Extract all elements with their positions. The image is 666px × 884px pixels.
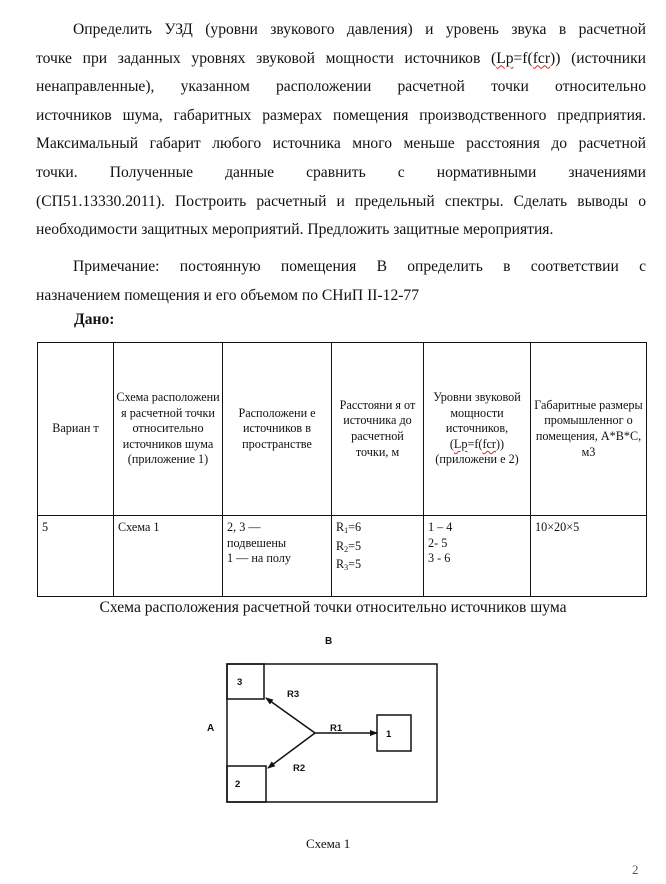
spellcheck-lp: Lp xyxy=(496,49,514,67)
header-placement: Расположени е источников в пространстве xyxy=(223,343,332,516)
table-row xyxy=(38,516,647,597)
cell-power-levels: 1 – 4 2- 5 3 - 6 xyxy=(424,516,531,597)
note-paragraph: Примечание: постоянную помещения В определить в соответствии с назначением помещения и его объемом по СНиП II-12-77 xyxy=(36,258,646,304)
header-variant: Вариан т xyxy=(38,343,114,516)
table-header-row xyxy=(38,343,647,516)
task-paragraph: Определить УЗД (уровни звукового давления) и уровень звука в расчетной точке при заданных уровнях звуковой мощности источников (Lp=f(fcr)) (источники ненаправленные), указанном расположении расчетной точки относительно источников шума, габаритных размерах помещения производственного предприятия. Максимальный габарит любого источника много меньше расстояния до расчетной точки. Полученные данные сравнить с нормативными значениями (СП51.13330.2011). Построить расчетный и предельный спектры. Сделать выводы о необходимости защитных мероприятий. Предложить защитные мероприятия. xyxy=(36,21,647,239)
cell-distances: $R_1=6$ $R_2=5$ $R_3=5$ xyxy=(332,516,424,597)
r2-arrow xyxy=(268,733,315,768)
source-1-box xyxy=(377,715,411,751)
side-a-label: A xyxy=(207,723,215,734)
given-label: Дано: xyxy=(74,311,115,328)
cell-placement: 2, 3 — подвешены 1 — на полу xyxy=(223,516,332,597)
header-scheme: Схема расположени я расчетной точки относительно источников шума (приложение 1) xyxy=(114,343,223,516)
header-dimensions: Габаритные размеры промышленног о помещения, А*В*С, м3 xyxy=(531,343,647,516)
spellcheck-fcr: fcr xyxy=(532,49,551,67)
r2-label: R2 xyxy=(293,763,306,774)
source-3-box xyxy=(227,664,264,699)
r3-label: R3 xyxy=(287,689,300,700)
cell-dimensions: 10×20×5 xyxy=(531,516,647,597)
side-b-label: B xyxy=(325,636,333,647)
task-line-1: Определить УЗД (уровни звукового давления) и уровень звука в расчетной xyxy=(73,21,646,38)
figure-title: Схема расположения расчетной точки относительно источников шума xyxy=(99,599,567,616)
header-power-levels: Уровни звуковой мощности источников, (Lp=f(fcr)) (приложени е 2) xyxy=(424,343,531,516)
r3-arrow xyxy=(266,698,315,733)
source-2-label: 2 xyxy=(235,779,241,790)
noise-source-diagram xyxy=(190,625,480,815)
source-3-label: 3 xyxy=(237,677,243,688)
page-number: 2 xyxy=(632,862,639,877)
figure-caption: Схема 1 xyxy=(306,836,351,851)
header-distance: Расстояни я от источника до расчетной точки, м xyxy=(332,343,424,516)
cell-scheme: Схема 1 xyxy=(114,516,223,597)
source-2-box xyxy=(227,766,266,802)
cell-variant: 5 xyxy=(38,516,114,597)
variant-table xyxy=(37,342,647,597)
source-1-label: 1 xyxy=(386,729,392,740)
r1-label: R1 xyxy=(330,723,343,734)
